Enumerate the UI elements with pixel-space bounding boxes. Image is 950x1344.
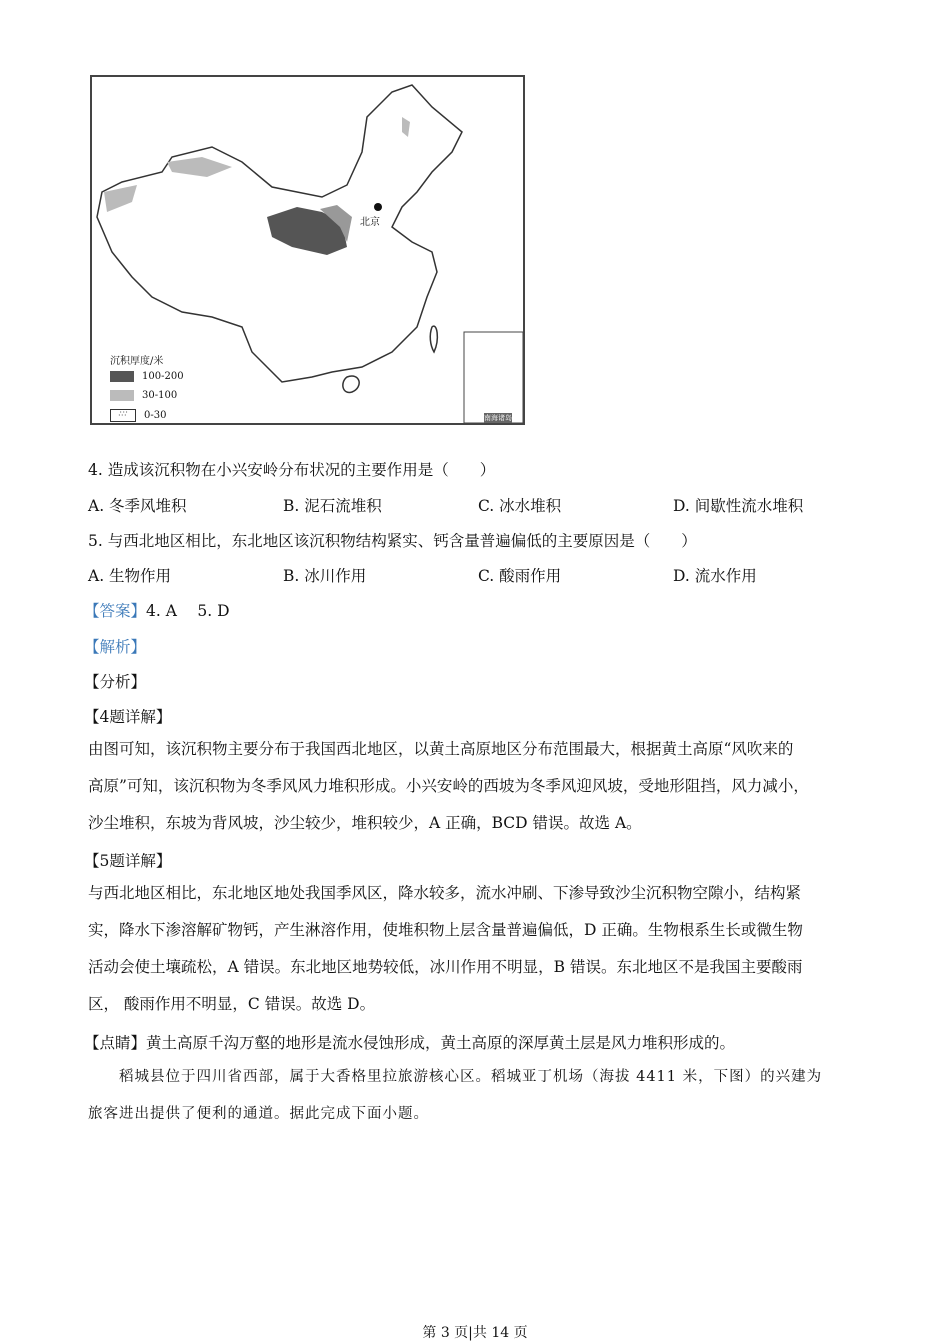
dianjing bbox=[84, 1031, 735, 1053]
dianjing-tag: 【点睛】 bbox=[84, 1034, 147, 1052]
legend-item: ∴∵ 0-30 bbox=[110, 409, 166, 422]
q4-option-b: B. 泥石流堆积 bbox=[283, 497, 382, 515]
q5-stem: 5. 与西北地区相比，东北地区该沉积物结构紧实、钙含量普遍偏低的主要原因是（ ） bbox=[88, 532, 697, 550]
text-line: 与西北地区相比，东北地区地处我国季风区，降水较多，流水冲刷、下渗导致沙尘沉积物空隙小，结构紧 bbox=[88, 884, 802, 902]
q5-options bbox=[88, 564, 868, 586]
inset-label: 南海诸岛 bbox=[484, 414, 512, 422]
answer-text: 4. A 5. D bbox=[146, 602, 230, 620]
china-sediment-map bbox=[90, 75, 525, 425]
legend-swatch bbox=[110, 371, 134, 382]
q4-stem: 4. 造成该沉积物在小兴安岭分布状况的主要作用是（ ） bbox=[88, 461, 496, 479]
text-line: 活动会使土壤疏松，A 错误。东北地区地势较低，冰川作用不明显，B 错误。东北地区不是我国主要酸雨 bbox=[88, 958, 803, 976]
legend-label: 30-100 bbox=[142, 390, 178, 401]
legend-label: 100-200 bbox=[142, 371, 184, 382]
legend-item bbox=[110, 371, 184, 382]
beijing-label: 北京 bbox=[360, 217, 380, 228]
text-line: 实，降水下渗溶解矿物钙，产生淋溶作用，使堆积物上层含量普遍偏低，D 正确。生物根系生长或微生物 bbox=[88, 921, 803, 939]
fenxi-tag: 【分析】 bbox=[84, 673, 147, 691]
answer bbox=[84, 599, 230, 621]
q5-option-c: C. 酸雨作用 bbox=[478, 567, 562, 585]
legend-swatch bbox=[110, 390, 134, 401]
answer-tag: 【答案】 bbox=[84, 602, 147, 620]
q5-option-b: B. 冰川作用 bbox=[283, 567, 367, 585]
q4-option-c: C. 冰水堆积 bbox=[478, 497, 562, 515]
detail-5-tag: 【5题详解】 bbox=[84, 852, 172, 870]
legend-title: 沉积厚度/米 bbox=[110, 356, 164, 367]
text-line: 旅客进出提供了便利的通道。据此完成下面小题。 bbox=[88, 1106, 429, 1122]
detail-5-text bbox=[88, 875, 864, 1023]
q4-options bbox=[88, 494, 868, 516]
text-line: 区， 酸雨作用不明显，C 错误。故选 D。 bbox=[88, 995, 376, 1013]
page-footer: 第 3 页|共 14 页 bbox=[422, 1325, 528, 1341]
text-line: 稻城县位于四川省西部，属于大香格里拉旅游核心区。稻城亚丁机场（海拔 4411 米，下图）的兴建为 bbox=[88, 1069, 823, 1085]
q4-option-a: A. 冬季风堆积 bbox=[88, 497, 187, 515]
q4-option-d: D. 间歇性流水堆积 bbox=[673, 497, 804, 515]
detail-4-tag: 【4题详解】 bbox=[84, 708, 172, 726]
legend-item bbox=[110, 390, 177, 401]
q5-option-a: A. 生物作用 bbox=[88, 567, 172, 585]
legend-label: 0-30 bbox=[144, 410, 167, 421]
dianjing-text: 黄土高原千沟万壑的地形是流水侵蚀形成，黄土高原的深厚黄土层是风力堆积形成的。 bbox=[146, 1034, 736, 1052]
q5-option-d: D. 流水作用 bbox=[673, 567, 757, 585]
intro-text bbox=[88, 1059, 864, 1133]
text-line: 由图可知，该沉积物主要分布于我国西北地区，以黄土高原地区分布范围最大，根据黄土高原“风吹来的 bbox=[88, 740, 794, 758]
text-line: 高原”可知，该沉积物为冬季风风力堆积形成。小兴安岭的西坡为冬季风迎风坡，受地形阻挡，风力减小， bbox=[88, 777, 809, 795]
detail-4-text bbox=[88, 731, 864, 842]
text-line: 沙尘堆积，东坡为背风坡，沙尘较少，堆积较少，A 正确，BCD 错误。故选 A。 bbox=[88, 814, 642, 832]
analysis-tag: 【解析】 bbox=[84, 638, 147, 656]
